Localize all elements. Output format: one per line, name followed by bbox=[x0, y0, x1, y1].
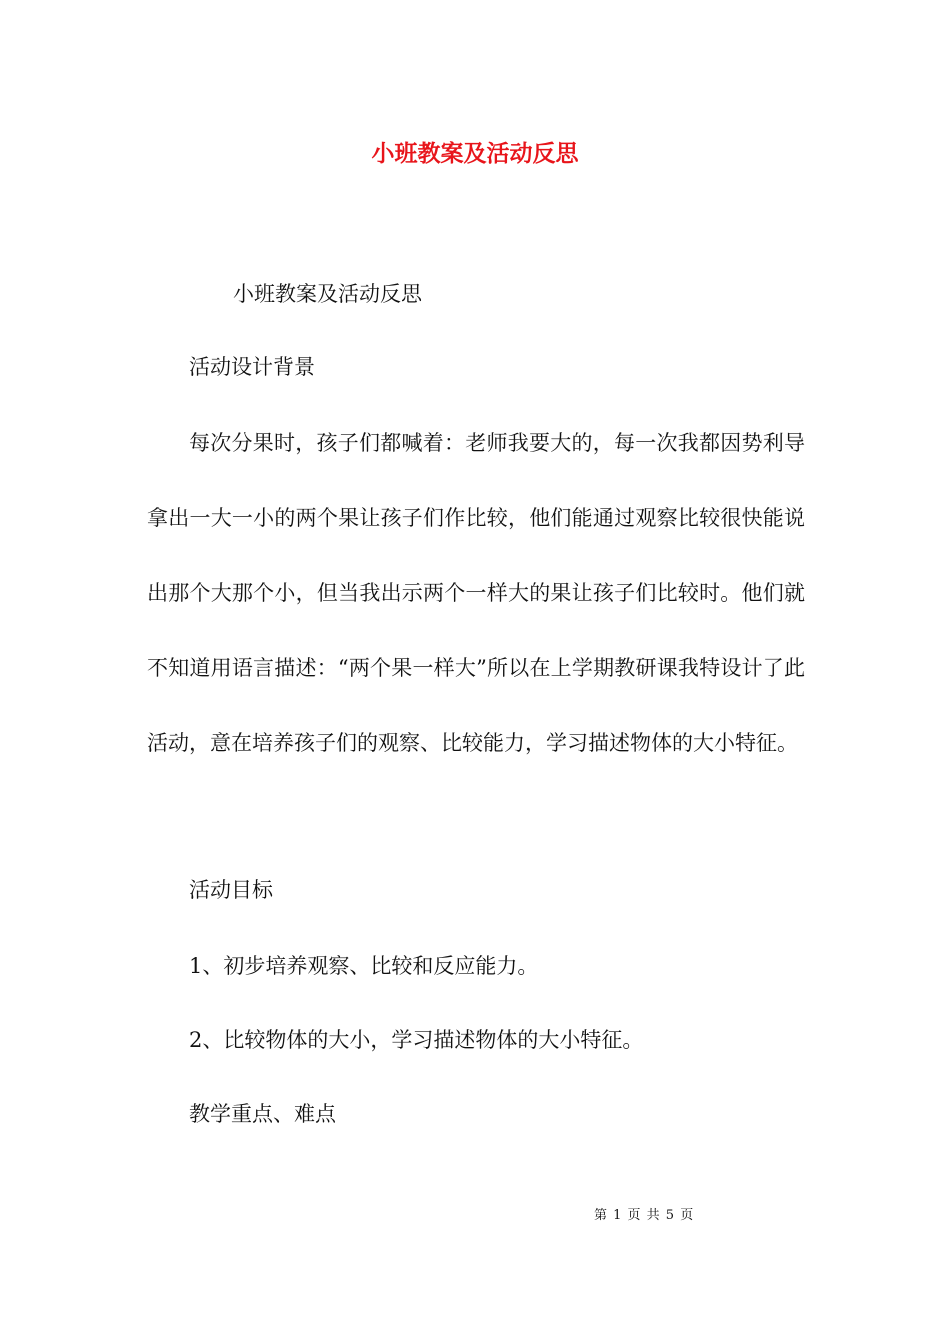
section-heading-goals: 活动目标 bbox=[189, 878, 273, 902]
section-heading-background: 活动设计背景 bbox=[189, 355, 315, 379]
background-paragraph: 每次分果时，孩子们都喊着：老师我要大的，每一次我都因势利导拿出一大一小的两个果让孩子们作比较，他们能通过观察比较很快能说出那个大那个小，但当我出示两个一样大的果让孩子们比较时。他们就不知道用语言描述：“两个果一样大”所以在上学期教研课我特设计了此活动，意在培养孩子们的观察、比较能力，学习描述物体的大小特征。 bbox=[147, 431, 805, 755]
goal-item: 2、比较物体的大小，学习描述物体的大小特征。 bbox=[189, 1028, 644, 1052]
document-title: 小班教案及活动反思 bbox=[371, 140, 579, 167]
page-number-footer: 第 1 页 共 5 页 bbox=[594, 1208, 695, 1223]
document-subtitle: 小班教案及活动反思 bbox=[233, 282, 422, 306]
section-heading-key-points: 教学重点、难点 bbox=[189, 1102, 336, 1126]
goal-item: 1、初步培养观察、比较和反应能力。 bbox=[189, 954, 539, 978]
